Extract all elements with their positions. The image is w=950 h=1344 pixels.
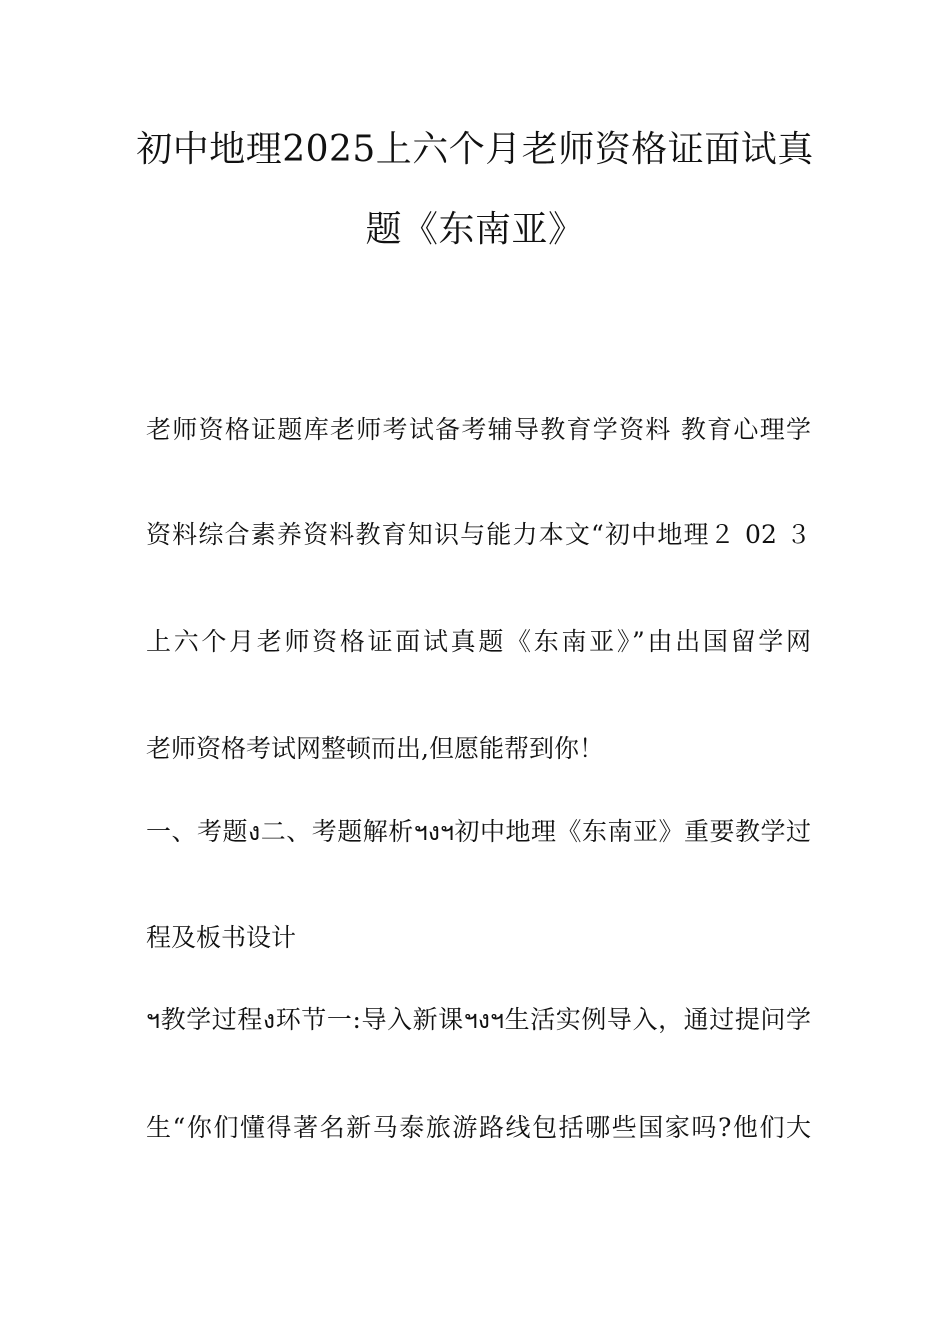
- document-title-line-2: 题《东南亚》: [365, 209, 585, 250]
- body-text-line: 程及板书设计: [146, 923, 297, 952]
- body-text-line: 一、考题ง二、考题解析ฯงฯ初中地理《东南亚》重要教学过: [146, 817, 811, 846]
- body-text-line: 老师资格考试网整顿而出,但愿能帮到你！: [146, 734, 604, 763]
- document-title-line-1: 初中地理2025上六个月老师资格证面试真: [136, 129, 814, 170]
- body-text-line: 上六个月老师资格证面试真题《东南亚》”由出国留学网: [146, 627, 811, 656]
- body-text-line: 资料综合素养资料教育知识与能力本文“初中地理２ 02 ３: [146, 520, 811, 549]
- body-text-line: 生“你们懂得著名新马泰旅游路线包括哪些国家吗?他们大: [146, 1113, 811, 1142]
- body-text-line: ฯ教学过程ง环节一:导入新课ฯงฯ生活实例导入，通过提问学: [146, 1005, 811, 1034]
- body-text-line: 老师资格证题库老师考试备考辅导教育学资料 教育心理学: [146, 415, 811, 444]
